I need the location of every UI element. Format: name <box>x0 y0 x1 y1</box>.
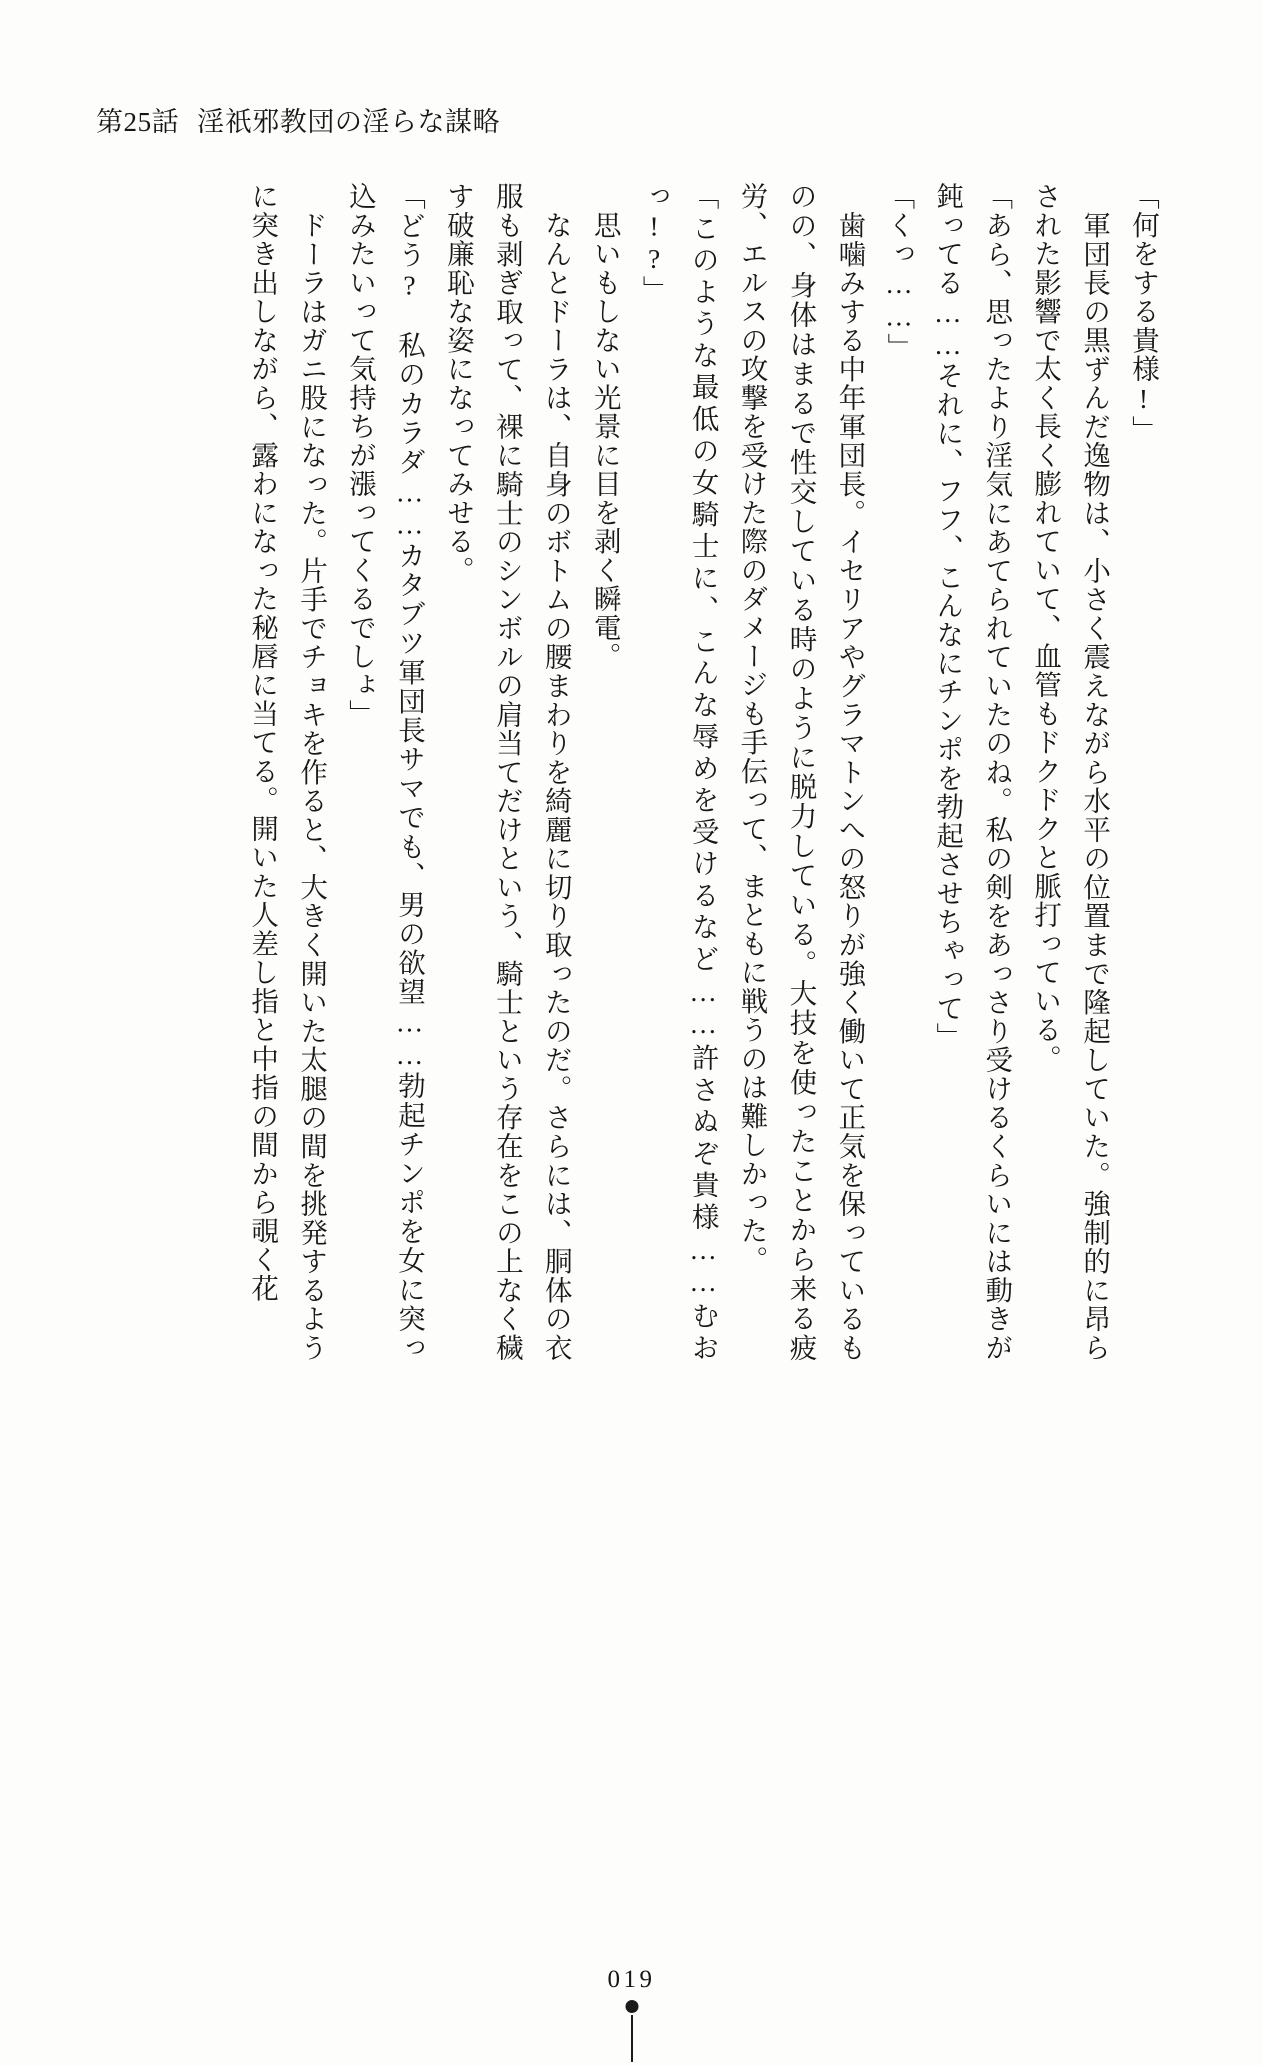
paragraph: 「くっ……」 <box>883 182 915 362</box>
binding-mark-icon <box>621 2000 643 2062</box>
running-head <box>96 100 500 139</box>
paragraph: ドーラはガニ股になった。片手でチョキを作ると、大きく開いた太腿の間を挑発するように突き出しながら、露わになった秘唇に当てる。開いた人差し指と中指の間から覗く花 <box>247 182 328 1362</box>
binding-rule-icon <box>631 2015 633 2062</box>
page-number: 019 <box>607 1966 656 1993</box>
paragraph: 思いもしない光景に目を剥く瞬電。 <box>589 182 621 671</box>
chapter-number: 第25話 <box>96 107 180 137</box>
paragraph: 「何をする貴様!」 <box>1128 182 1159 445</box>
paragraph: 「このような最低の女騎士に、こんな辱めを受けるなど……許さぬぞ貴様……むおっ!?」 <box>638 182 719 1362</box>
paragraph: 歯噛みする中年軍団長。イセリアやグラマトンへの怒りが強く働いて正気を保っているものの、身体はまるで性交している時のように脱力している。大技を使ったことから来る疲労、エルスの攻撃を受けた際のダメージも手伝って、まともに戦うのは難しかった。 <box>736 182 866 1362</box>
body-text-vertical <box>87 182 1167 1362</box>
paragraph: なんとドーラは、自身のボトムの腰まわりを綺麗に切り取ったのだ。さらには、胴体の衣服も剥ぎ取って、裸に騎士のシンボルの肩当てだけという、騎士という存在をこの上なく穢す破廉恥な姿になってみせる。 <box>442 182 572 1362</box>
binding-dot-icon <box>625 2000 638 2013</box>
paragraph: 軍団長の黒ずんだ逸物は、小さく震えながら水平の位置まで隆起していた。強制的に昂らされた影響で太く長く膨れていて、血管もドクドクと脈打っている。 <box>1030 182 1111 1362</box>
chapter-title: 淫祇邪教団の淫らな謀略 <box>197 107 501 137</box>
paragraph: 「どう? 私のカラダ……カタブツ軍団長サマでも、男の欲望……勃起チンポを女に突っ込みたいって気持ちが漲ってくるでしょ」 <box>345 182 425 1362</box>
paragraph: 「あら、思ったより淫気にあてられていたのね。私の剣をあっさり受けるくらいには動きが鈍ってる……それに、フフ、こんなにチンポを勃起させちゃって」 <box>932 182 1013 1362</box>
